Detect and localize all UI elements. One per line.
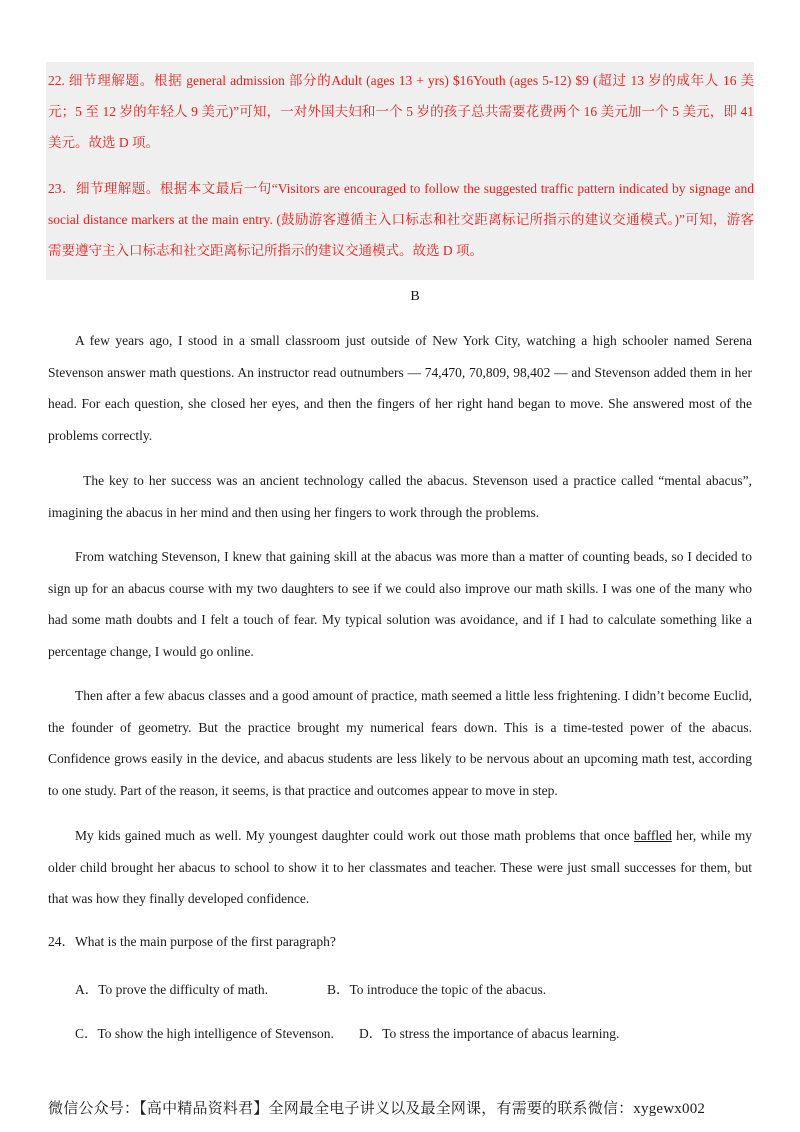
passage-paragraph-4: Then after a few abacus classes and a good amount of practice, math seemed a little less frightening. I didn’t become Euclid, the founder of geometry. But the practice brought my numerical fears down. This is a time-tested power of the abacus. Confidence grows easily in the device, and abacus students are less likely to be nervous about an upcoming math test, according to one study. Part of the reason, it seems, is that practice and outcomes appear to move in step. (48, 688, 752, 798)
passage-paragraph-1: A few years ago, I stood in a small classroom just outside of New York City, watching a high schooler named Serena Stevenson answer math questions. An instructor read outnumbers — 74,470, 70,809, 98,402 — and Stevenson added them in her head. For each question, she closed her eyes, and then the fingers of her right hand began to move. She answered most of the problems correctly. (48, 333, 752, 443)
option-b: B．To introduce the topic of the abacus. (327, 982, 547, 997)
option-a: A．To prove the difficulty of math. (75, 982, 269, 997)
option-c: C．To show the high intelligence of Stevenson. (75, 1026, 334, 1041)
paragraph-5-text-after: her, while my older child brought her abacus to school to show it to her classmates and teacher. These were just small successes for them, but that was how they finally developed confidence. (48, 828, 752, 907)
answer-explanation-23: 23．细节理解题。根据本文最后一句“Visitors are encouraged to follow the suggested traffic pattern indicated by signage and social distance markers at the main entry. (鼓励游客遵循主入口标志和社交距离标记所指示的建议交通模式。)”可知，游客需要遵守主入口标志和社交距离标记所指示的建议交通模式。故选 D 项。 (48, 181, 754, 258)
option-d: D．To stress the importance of abacus learning. (359, 1026, 620, 1041)
passage-paragraph-3: From watching Stevenson, I knew that gaining skill at the abacus was more than a matter of counting beads, so I decided to sign up for an abacus course with my two daughters to see if we could also improve our math skills. I was one of the many who had some math doubts and I felt a touch of fear. My typical solution was avoidance, and if I had to calculate something like a percentage change, I would go online. (48, 549, 752, 659)
answer-explanation-22: 22. 细节理解题。根据 general admission 部分的Adult (ages 13 + yrs) $16Youth (ages 5-12) $9 (超过 13 岁的成年人 16 美元；5 至 12 岁的年轻人 9 美元)”可知，一对外国夫妇和一个 5 岁的孩子总共需要花费两个 16 美元加一个 5 美元，即 41 美元。故选 D 项。 (48, 73, 754, 150)
underlined-word: baffled (633, 828, 672, 843)
section-heading: B (410, 289, 420, 304)
paragraph-5-text-before: My kids gained much as well. My youngest daughter could work out those math problems that once (75, 828, 634, 843)
passage-paragraph-2: The key to her success was an ancient technology called the abacus. Stevenson used a practice called “mental abacus”, imagining the abacus in her mind and then using her fingers to work through the problems. (48, 473, 752, 520)
question-24-stem: 24．What is the main purpose of the first paragraph? (48, 934, 336, 949)
page-footer: 微信公众号：【高中精品资料君】全网最全电子讲义以及最全网课，有需要的联系微信：xygewx002 (48, 1101, 706, 1117)
passage-paragraph-5 (48, 820, 752, 915)
